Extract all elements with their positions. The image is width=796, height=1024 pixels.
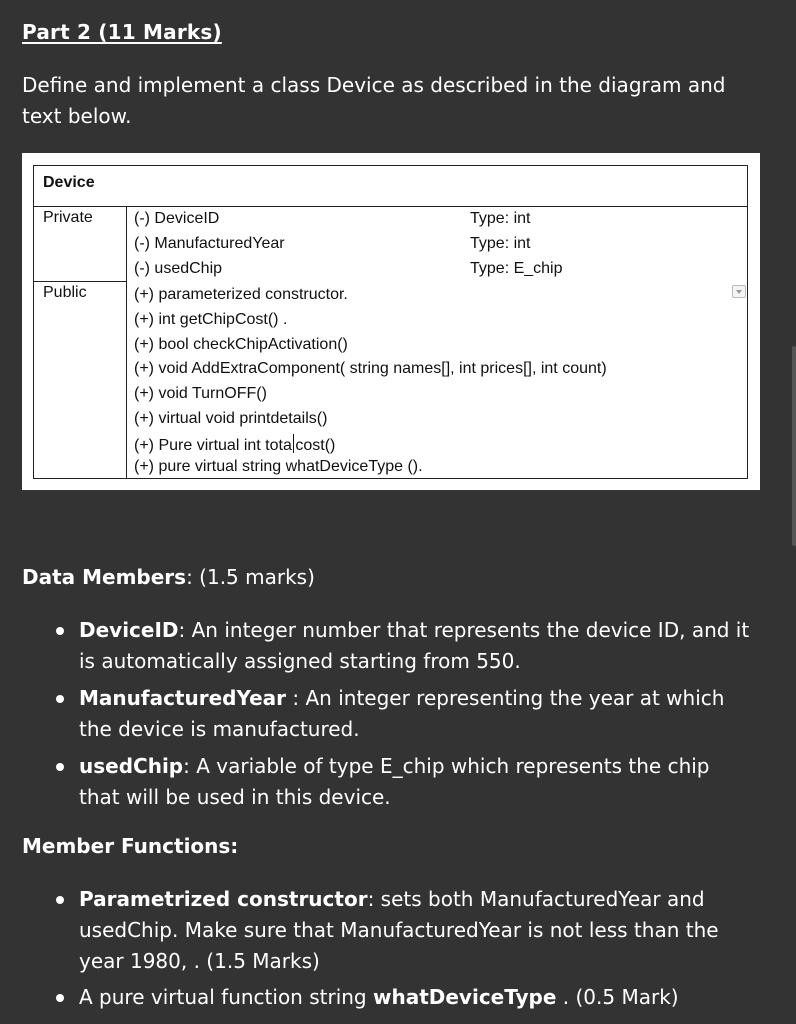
uml-public-member: (+) pure virtual string whatDeviceType (). [134, 458, 423, 475]
uml-public-member: (+) int getChipCost() . [134, 311, 288, 328]
list-item-text: A pure virtual function string [79, 985, 373, 1009]
uml-diagram-image [22, 153, 760, 490]
list-item [0, 751, 796, 813]
list-item [0, 982, 796, 1013]
uml-public-label: Public [43, 284, 87, 301]
uml-private-member-type: Type: int [470, 210, 531, 227]
uml-class-box [33, 165, 748, 479]
list-item-text: : An integer representing the year at which the device is manufactured. [79, 686, 725, 741]
list-item [0, 884, 796, 977]
uml-public-member: (+) bool checkChipActivation() [134, 336, 348, 353]
intro-paragraph: Define and implement a class Device as described in the diagram and text below. [22, 73, 726, 128]
list-item-term: whatDeviceType [372, 985, 557, 1009]
uml-private-label: Private [43, 209, 93, 226]
scrollbar[interactable] [792, 346, 796, 546]
member-functions-list [0, 884, 796, 1013]
data-members-list [0, 615, 796, 813]
member-functions-heading: Member Functions: [22, 834, 239, 858]
uml-class-header [34, 166, 747, 207]
uml-divider-vertical [126, 207, 127, 478]
uml-totalcost-text-start: (+) Pure virtual int tota [134, 437, 292, 454]
uml-private-member: (-) usedChip [134, 260, 223, 277]
uml-private-member: (-) DeviceID [134, 210, 220, 227]
list-item [0, 683, 796, 745]
list-item-term: ManufacturedYear [79, 686, 287, 710]
uml-public-member-totalcost [134, 434, 335, 455]
data-members-heading-marks: : (1.5 marks) [186, 565, 315, 589]
uml-divider-horizontal [34, 281, 126, 282]
uml-class-name: Device [43, 174, 95, 191]
uml-public-member: (+) parameterized constructor. [134, 286, 348, 303]
chevron-down-icon[interactable] [732, 285, 746, 298]
data-members-heading [22, 565, 315, 589]
uml-public-member: (+) void AddExtraComponent( string names[], int prices[], int count) [134, 360, 607, 377]
list-item-text: : An integer number that represents the device ID, and it is automatically assigned starting from 550. [79, 618, 750, 673]
list-item-text: : sets both ManufacturedYear and usedChip. Make sure that ManufacturedYear is not less than the year 1980, . (1.5 Marks) [79, 887, 719, 973]
uml-private-member-type: Type: E_chip [470, 260, 563, 277]
data-members-heading-bold: Data Members [22, 565, 187, 589]
uml-public-member: (+) void TurnOFF() [134, 385, 267, 402]
list-item-term: DeviceID [79, 618, 179, 642]
list-item-term: Parametrized constructor [79, 887, 368, 911]
list-item-term: usedChip [79, 754, 184, 778]
list-item [0, 615, 796, 677]
uml-totalcost-text-end: cost() [295, 437, 336, 454]
part-title: Part 2 (11 Marks) [22, 20, 222, 44]
list-item-text: : A variable of type E_chip which represents the chip that will be used in this device. [79, 754, 710, 809]
uml-public-member: (+) virtual void printdetails() [134, 410, 328, 427]
uml-private-member-type: Type: int [470, 235, 531, 252]
uml-private-member: (-) ManufacturedYear [134, 235, 285, 252]
list-item-text: . (0.5 Mark) [556, 985, 679, 1009]
